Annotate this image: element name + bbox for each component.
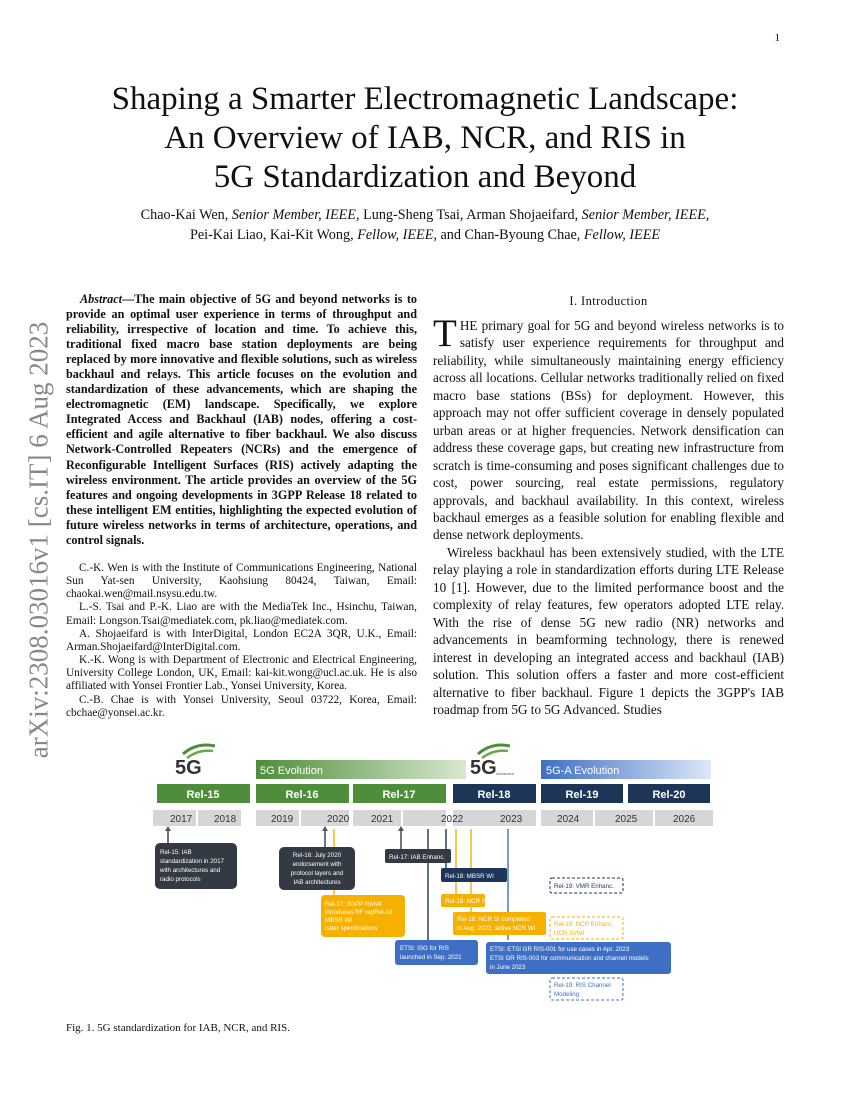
- year-label: 2019: [271, 814, 294, 825]
- intro-paragraph: HE primary goal for 5G and beyond wireless networks is to satisfy user experience requirements for throughput and reliability, while simultaneously maintaining energy efficiency across all locations. Cellular networks traditionally relied on fixed macro base stations (BSs) for deployment. However, this approach may not offer sufficient coverage in densely populated urban areas or at higher frequencies. Network densification can address these coverage gaps, but creating new infrastructure from scratch is time-consuming and poses significant challenges due to cost, power sourcing, real estate permissions, regulatory approvals, and backhaul availability. In this context, wireless backhaul emerges as a feasible solution for enabling flexible and dense network deployments.: [433, 318, 784, 543]
- affiliations: [66, 562, 417, 720]
- year-label: 2021: [371, 814, 394, 825]
- year-label: 2025: [615, 814, 638, 825]
- box-line: Rel-18: MBSR WI: [445, 873, 494, 880]
- box-line: ETSI: ETSI GR RIS-001 for use cases in Apr. 2023: [490, 946, 630, 953]
- box-line: ETSI: ISG for RIS: [400, 945, 449, 952]
- author-role: Fellow, IEEE: [357, 227, 434, 243]
- 5g-logo: [175, 745, 215, 779]
- affiliation: C.-B. Chae is with Yonsei University, Seoul 03722, Korea, Email: cbchae@yonsei.ac.kr.: [66, 693, 417, 719]
- affiliation: A. Shojaeifard is with InterDigital, London EC2A 3QR, U.K., Email: Arman.Shojaeifard@InterDigital.com.: [66, 627, 417, 653]
- box-line: radio protocols: [160, 876, 201, 883]
- intro-paragraph: Wireless backhaul has been extensively studied, with the LTE relay playing a role in standardization efforts during LTE Release 10 [1]. However, due to the limited performance boost and the complexity of relay features, few operators adopted LTE relay. With the rise of dense 5G new radio (NR) networks and advancements in beamforming technology, there is renewed interest in developing an integrated access and backhaul (IAB) solution. This solution offers a faster and more cost-efficient alternative to fiber backhaul. Figure 1 depicts the 3GPP's IAB roadmap from 5G to 5G Advanced. Studies: [433, 544, 784, 717]
- author-role: Senior Member, IEEE: [231, 207, 356, 223]
- abstract-label: Abstract: [80, 292, 122, 306]
- author-name: Pei-Kai Liao, Kai-Kit Wong,: [189, 227, 354, 243]
- box-line: Rel-19: NCR Enhanc.: [554, 921, 614, 928]
- release-label: Rel-16: [285, 789, 319, 801]
- rel18-mbsr-box: [441, 868, 507, 882]
- year-label: 2026: [673, 814, 696, 825]
- box-line: launched in Sep. 2021: [400, 954, 462, 961]
- release-label: Rel-20: [652, 789, 686, 801]
- figure-roadmap: [153, 740, 718, 1010]
- release-label: Rel-18: [477, 789, 511, 801]
- rel19-vmr-box: [550, 878, 623, 893]
- box-line: Rel-17: 3GPP RAN4: [325, 901, 382, 908]
- title-line: An Overview of IAB, NCR, and RIS in: [164, 120, 686, 156]
- evolution-label: 5G-A Evolution: [546, 765, 620, 777]
- box-line: MBSR WI: [325, 917, 353, 924]
- affiliation: L.-S. Tsai and P.-K. Liao are with the MediaTek Inc., Hsinchu, Taiwan, Email: Longson.Tsai@mediatek.com, pk.liao@mediatek.com.: [66, 601, 417, 627]
- paper-title: [60, 80, 790, 197]
- rel18-ncr-box: [453, 912, 546, 935]
- affiliation: K.-K. Wong is with Department of Electronic and Electrical Engineering, University College London, UK, Email: kai-kit.wong@ucl.ac.uk. He is also affiliated with Yonsei Frontier Lab., Yonsei University, Korea.: [66, 654, 417, 693]
- rel19-ris-box: [550, 978, 623, 1000]
- dropcap: T: [433, 312, 457, 355]
- release-label: Rel-15: [186, 789, 220, 801]
- section-heading: I. Introduction: [569, 294, 648, 308]
- box-line: in June 2023: [490, 964, 526, 971]
- abstract: [66, 292, 417, 548]
- box-line: introduces RF repRel-18: [325, 909, 393, 916]
- release-label: Rel-17: [382, 789, 416, 801]
- arxiv-id: arXiv:2308.03016v1 [cs.IT] 6 Aug 2023: [23, 321, 54, 759]
- box-line: Rel-17: IAB Enhanc.: [389, 854, 446, 861]
- year-label: 2023: [500, 814, 523, 825]
- box-line: Rel-18: NCR SI: [445, 898, 488, 905]
- arxiv-watermark: [18, 305, 60, 775]
- author-name: , and Chan-Byoung Chae,: [433, 227, 581, 243]
- box-line: Rel-19: VMR Enhanc.: [554, 883, 614, 890]
- box-line: Rel-19: RIS Channel: [554, 982, 611, 989]
- box-line: Rel-18: NCR SI completed: [457, 916, 530, 923]
- year-label: 2020: [327, 814, 350, 825]
- year-label: 2022: [441, 814, 464, 825]
- box-line: cater specifications: [325, 925, 378, 932]
- box-line: Rel-15: IAB: [160, 849, 192, 856]
- box-line: in Aug. 2022, active NCR WI: [457, 925, 536, 932]
- box-line: IAB architectures: [293, 879, 341, 886]
- author-name: Chao-Kai Wen,: [140, 207, 229, 223]
- box-line: standardization in 2017: [160, 858, 224, 865]
- year-label: 2024: [557, 814, 580, 825]
- year-band: [153, 810, 713, 826]
- box-line: Modeling: [554, 991, 580, 998]
- title-line: 5G Standardization and Beyond: [213, 159, 637, 195]
- logo-subtext: Advanced: [496, 771, 514, 776]
- evolution-label: 5G Evolution: [260, 765, 323, 777]
- release-label: Rel-19: [565, 789, 599, 801]
- box-line: UCR SI/WI: [554, 930, 585, 937]
- etsi-gr-box: [486, 942, 671, 974]
- box-line: protocol layers and: [290, 870, 344, 877]
- box-line: with architectures and: [160, 867, 221, 874]
- rel18-ncrsi-box: [441, 894, 488, 907]
- rel17-ran4-box: [321, 895, 405, 937]
- rel15-box: [155, 843, 237, 889]
- connector-arrows: [165, 826, 404, 831]
- rel19-ncr-box: [550, 917, 623, 939]
- introduction-text: [433, 312, 784, 718]
- rel16-box: [279, 847, 355, 890]
- affiliation: C.-K. Wen is with the Institute of Communications Engineering, National Sun Yat-sen University, Kaohsiung 80424, Taiwan, Email: chaokai.wen@mail.nsysu.edu.tw.: [66, 562, 417, 601]
- box-line: endorsement with: [292, 861, 342, 868]
- year-label: 2018: [214, 814, 237, 825]
- 5g-advanced-logo: [470, 745, 514, 779]
- rel17-iab-box: [385, 849, 451, 863]
- author-role: Senior Member, IEEE: [581, 207, 706, 223]
- etsi-isg-box: [395, 940, 478, 965]
- figure-caption: Fig. 1. 5G standardization for IAB, NCR, and RIS.: [66, 1022, 290, 1034]
- abstract-text: —The main objective of 5G and beyond networks is to provide an optimal user experience in terms of throughput and reliability, irrespective of location and time. To achieve this, traditional fixed macro base station deployments are being replaced by more innovative and flexible solutions, such as wireless backhaul and relays. This article focuses on the evolution and standardization of these advancements, which are shaping the electromagnetic (EM) landscape. Specifically, we explore Integrated Access and Backhaul (IAB) nodes, offering a cost-efficient and agile alternative to fiber backhaul. We also discuss Network-Controlled Repeaters (NCRs) and the emergence of Reconfigurable Intelligent Surfaces (RIS) actively adapting the wireless environment. The article provides an overview of the 5G features and ongoing developments in 3GPP Release 18 related to these intelligent EM entities, highlighting the expected evolution of future wireless networks in terms of architecture, operations, and control signals.: [66, 292, 417, 547]
- box-line: ETSI GR RIS-003 for communication and channel models: [490, 955, 649, 962]
- box-line: Rel-16: July 2020: [292, 852, 342, 859]
- title-line: Shaping a Smarter Electromagnetic Landscape:: [111, 81, 739, 117]
- logo-text: 5G: [175, 757, 202, 779]
- author-role: Fellow, IEEE: [583, 227, 661, 243]
- author-list: Chao-Kai Wen, Senior Member, IEEE, Lung-Sheng Tsai, Arman Shojaeifard, Senior Member, IEEE, Pei-Kai Liao, Kai-Kit Wong, Fellow, IEEE, and Chan-Byoung Chae, Fellow, IEEE: [140, 207, 710, 243]
- page-number: 1: [774, 32, 780, 44]
- author-name: , Lung-Sheng Tsai, Arman Shojaeifard,: [355, 207, 579, 223]
- logo-text: 5G: [470, 757, 497, 779]
- year-label: 2017: [170, 814, 193, 825]
- release-bar: [157, 784, 710, 803]
